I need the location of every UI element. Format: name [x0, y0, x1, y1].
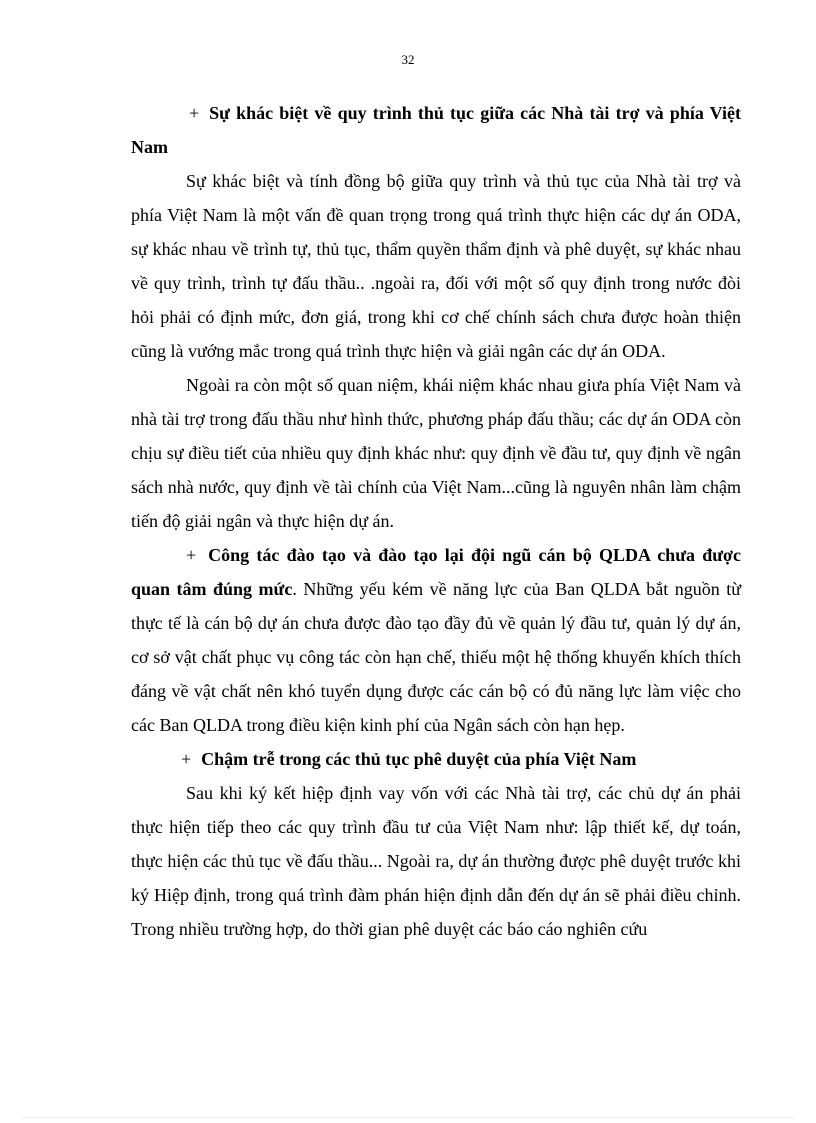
- heading-text: Chậm trễ trong các thủ tục phê duyệt của phía Việt Nam: [201, 749, 637, 769]
- inline-heading-training: Công tác đào tạo và đào tạo lại đội ngũ cán bộ QLDA chưa được quan tâm đúng mức: [131, 545, 741, 599]
- training-text: . Những yếu kém về năng lực của Ban QLDA bắt nguồn từ thực tế là cán bộ dự án chưa được đào tạo đầy đủ về quản lý đầu tư, quản lý dự án, cơ sở vật chất phục vụ công tác còn hạn chế, thiếu một hệ thống khuyến khích thích đáng về vật chất nên khó tuyển dụng được các cán bộ có đủ năng lực làm việc cho các Ban QLDA trong điều kiện kinh phí của Ngân sách còn hạn hẹp.: [131, 579, 741, 735]
- paragraph-approval-delays: Sau khi ký kết hiệp định vay vốn với các Nhà tài trợ, các chủ dự án phải thực hiện tiếp theo các quy trình đầu tư của Việt Nam như: lập thiết kế, dự toán, thực hiện các thủ tục về đấu thầu... Ngoài ra, dự án thường được phê duyệt trước khi ký Hiệp định, trong quá trình đàm phán hiện định dẫn đến dự án sẽ phải điều chỉnh. Trong nhiều trường hợp, do thời gian phê duyệt các báo cáo nghiên cứu: [131, 783, 741, 939]
- page-bottom-rule: [22, 1117, 794, 1118]
- document-body: [131, 96, 741, 946]
- paragraph-training: [131, 538, 741, 742]
- paragraph-procedure-differences: Sự khác biệt và tính đồng bộ giữa quy trình và thủ tục của Nhà tài trợ và phía Việt Nam là một vấn đề quan trọng trong quá trình thực hiện các dự án ODA, sự khác nhau về trình tự, thủ tục, thẩm quyền thẩm định và phê duyệt, sự khác nhau về quy trình, trình tự đấu thầu.. .ngoài ra, đối với một số quy định trong nước đòi hỏi phải có định mức, đơn giá, trong khi cơ chế chính sách chưa được hoàn thiện cũng là vướng mắc trong quá trình thực hiện và giải ngân các dự án ODA.: [131, 171, 741, 361]
- heading-text: Sự khác biệt về quy trình thủ tục giữa các Nhà tài trợ và phía Việt Nam: [131, 103, 741, 157]
- section-heading-approval-delays: [131, 742, 741, 776]
- bullet-plus: +: [189, 103, 200, 123]
- bullet-plus: +: [186, 545, 197, 565]
- section-heading-procedure-differences: [131, 96, 741, 164]
- bullet-plus: +: [181, 749, 192, 769]
- paragraph-concept-differences: Ngoài ra còn một số quan niệm, khái niệm khác nhau giưa phía Việt Nam và nhà tài trợ trong đấu thầu như hình thức, phương pháp đấu thầu; các dự án ODA còn chịu sự điều tiết của nhiều quy định khác như: quy định về đầu tư, quy định về ngân sách nhà nước, quy định về tài chính của Việt Nam...cũng là nguyên nhân làm chậm tiến độ giải ngân và thực hiện dự án.: [131, 375, 741, 531]
- page-number: 32: [401, 52, 415, 67]
